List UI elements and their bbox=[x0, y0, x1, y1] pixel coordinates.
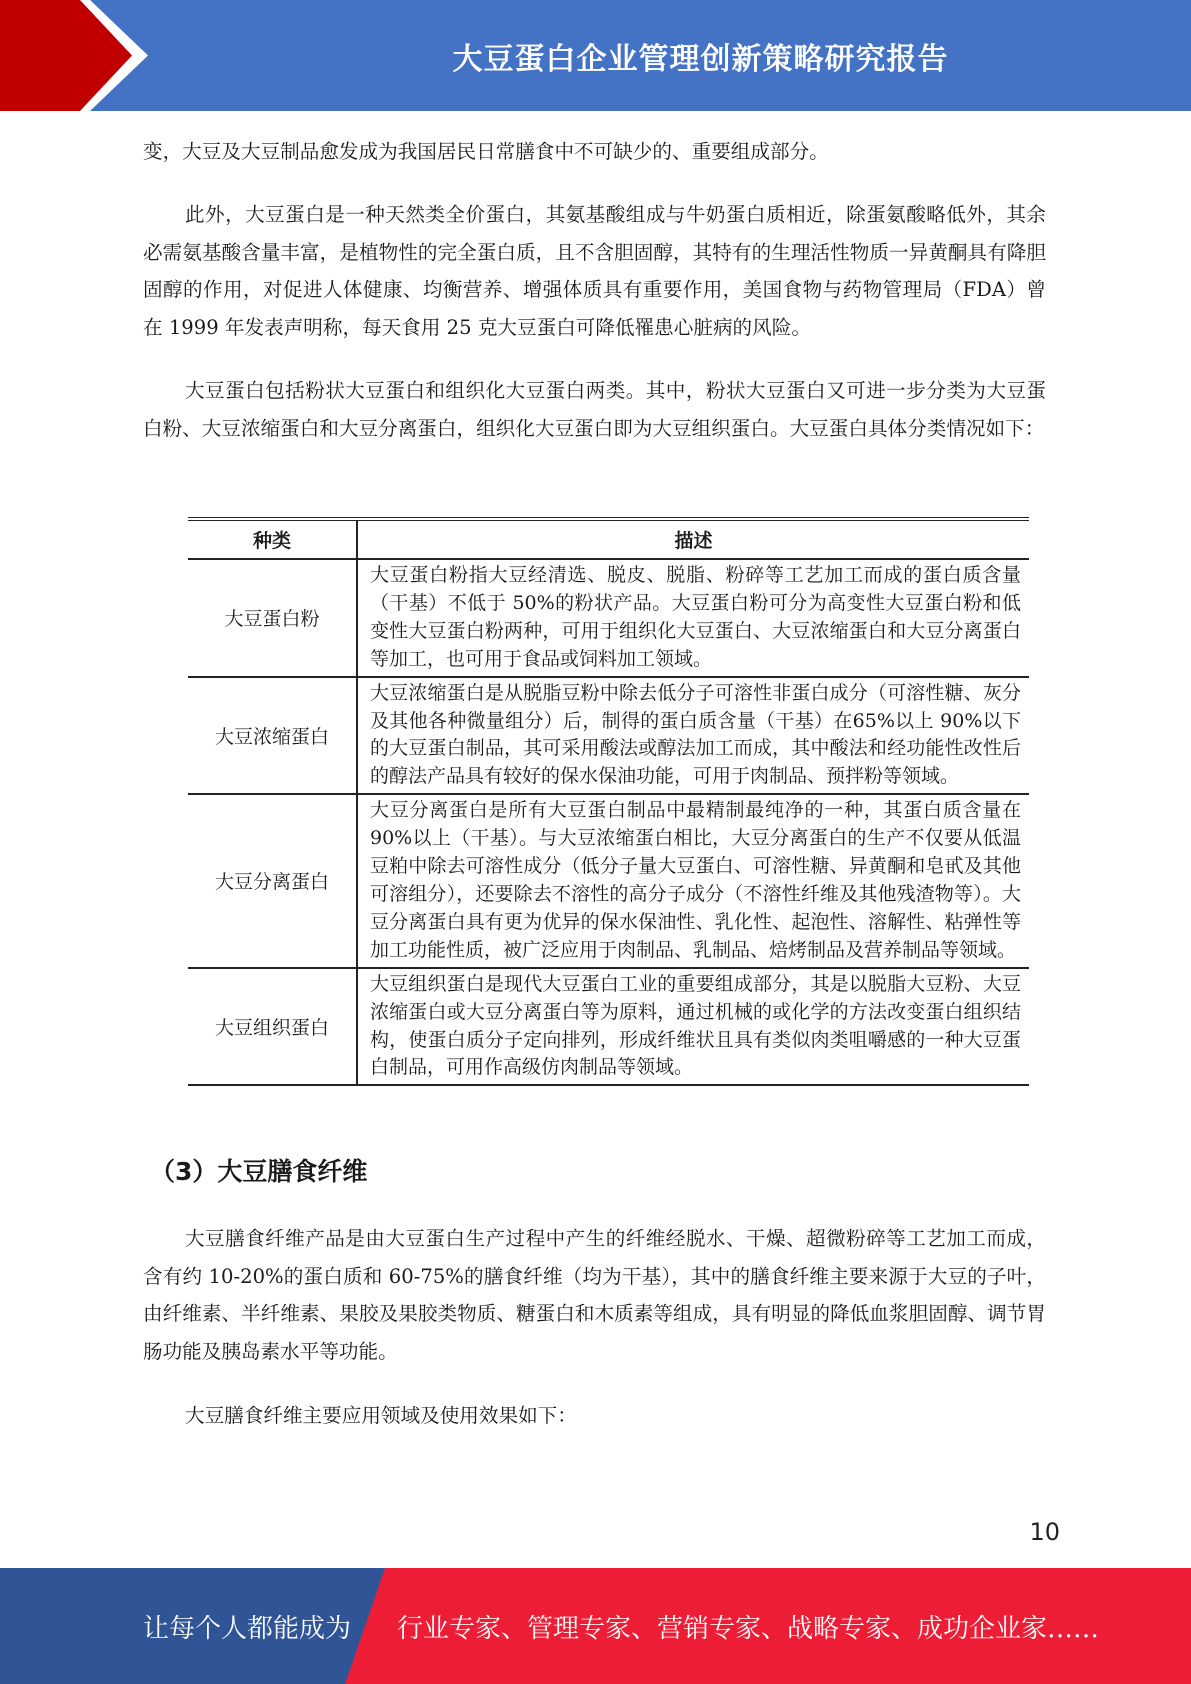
table-row bbox=[188, 677, 1029, 795]
report-title: 大豆蛋白企业管理创新策略研究报告 bbox=[452, 41, 949, 77]
row-description: 大豆分离蛋白是所有大豆蛋白制品中最精制最纯净的一种，其蛋白质含量在 90%以上（干基）。与大豆浓缩蛋白相比，大豆分离蛋白的生产不仅要从低温豆粕中除去可溶性成分（低分子量大豆蛋白、可溶性糖、异黄酮和皂甙及其他可溶组分），还要除去不溶性的高分子成分（不溶性纤维及其他残渣物等）。大豆分离蛋白具有更为优异的保水保油性、乳化性、起泡性、溶解性、粘弹性等加工功能性质，被广泛应用于肉制品、乳制品、焙烤制品及营养制品等领域。 bbox=[357, 794, 1029, 967]
paragraph-continuation: 变，大豆及大豆制品愈发成为我国居民日常膳食中不可缺少的、重要组成部分。 bbox=[143, 140, 829, 163]
row-description: 大豆蛋白粉指大豆经清选、脱皮、脱脂、粉碎等工艺加工而成的蛋白质含量（干基）不低于 50%的粉状产品。大豆蛋白粉可分为高变性大豆蛋白粉和低变性大豆蛋白粉两种，可用于组织化大豆蛋白、大豆浓缩蛋白和大豆分离蛋白等加工，也可用于食品或饲料加工领域。 bbox=[357, 559, 1029, 677]
table-header-row bbox=[188, 519, 1029, 559]
footer-slogan-left: 让每个人都能成为 bbox=[143, 1613, 352, 1644]
page-number: 10 bbox=[1029, 1518, 1060, 1546]
table-row bbox=[188, 559, 1029, 677]
page-footer bbox=[0, 1568, 1191, 1684]
paragraph-dietary-fiber: 大豆膳食纤维产品是由大豆蛋白生产过程中产生的纤维经脱水、干燥、超微粉碎等工艺加工而成，含有约 10-20%的蛋白质和 60-75%的膳食纤维（均为干基），其中的膳食纤维主要来源于大豆的子叶，由纤维素、半纤维素、果胶及果胶类物质、糖蛋白和木质素等组成，具有明显的降低血浆胆固醇、调节胃肠功能及胰岛素水平等功能。 bbox=[143, 1227, 1046, 1363]
classification-table bbox=[188, 517, 1029, 1086]
table-row bbox=[188, 968, 1029, 1086]
paragraph-fiber-applications: 大豆膳食纤维主要应用领域及使用效果如下： bbox=[185, 1404, 577, 1427]
footer-slogan-right: 行业专家、管理专家、营销专家、战略专家、成功企业家…… bbox=[397, 1613, 1100, 1644]
row-description: 大豆组织蛋白是现代大豆蛋白工业的重要组成部分，其是以脱脂大豆粉、大豆浓缩蛋白或大豆分离蛋白等为原料，通过机械的或化学的方法改变蛋白组织结构，使蛋白质分子定向排列，形成纤维状且具有类似肉类咀嚼感的一种大豆蛋白制品，可用作高级仿肉制品等领域。 bbox=[357, 968, 1029, 1086]
row-type-name: 大豆组织蛋白 bbox=[188, 968, 357, 1086]
column-header-description: 描述 bbox=[674, 530, 713, 552]
section-heading: （3）大豆膳食纤维 bbox=[150, 1157, 368, 1186]
paragraph-protein-types: 大豆蛋白包括粉状大豆蛋白和组织化大豆蛋白两类。其中，粉状大豆蛋白又可进一步分类为大豆蛋白粉、大豆浓缩蛋白和大豆分离蛋白，组织化大豆蛋白即为大豆组织蛋白。大豆蛋白具体分类情况如下： bbox=[143, 379, 1046, 440]
page-header bbox=[0, 0, 1191, 111]
row-type-name: 大豆蛋白粉 bbox=[188, 559, 357, 677]
column-header-type: 种类 bbox=[188, 519, 357, 559]
paragraph-protein-intro: 此外，大豆蛋白是一种天然类全价蛋白，其氨基酸组成与牛奶蛋白质相近，除蛋氨酸略低外，其余必需氨基酸含量丰富，是植物性的完全蛋白质，且不含胆固醇，其特有的生理活性物质一异黄酮具有降胆固醇的作用，对促进人体健康、均衡营养、增强体质具有重要作用，美国食物与药物管理局（FDA）曾在 1999 年发表声明称，每天食用 25 克大豆蛋白可降低罹患心脏病的风险。 bbox=[143, 203, 1046, 339]
table-row bbox=[188, 794, 1029, 967]
row-type-name: 大豆分离蛋白 bbox=[188, 794, 357, 967]
row-description: 大豆浓缩蛋白是从脱脂豆粉中除去低分子可溶性非蛋白成分（可溶性糖、灰分及其他各种微量组分）后，制得的蛋白质含量（干基）在65%以上 90%以下的大豆蛋白制品，其可采用酸法或醇法加工而成，其中酸法和经功能性改性后的醇法产品具有较好的保水保油功能，可用于肉制品、预拌粉等领域。 bbox=[357, 677, 1029, 795]
row-type-name: 大豆浓缩蛋白 bbox=[188, 677, 357, 795]
